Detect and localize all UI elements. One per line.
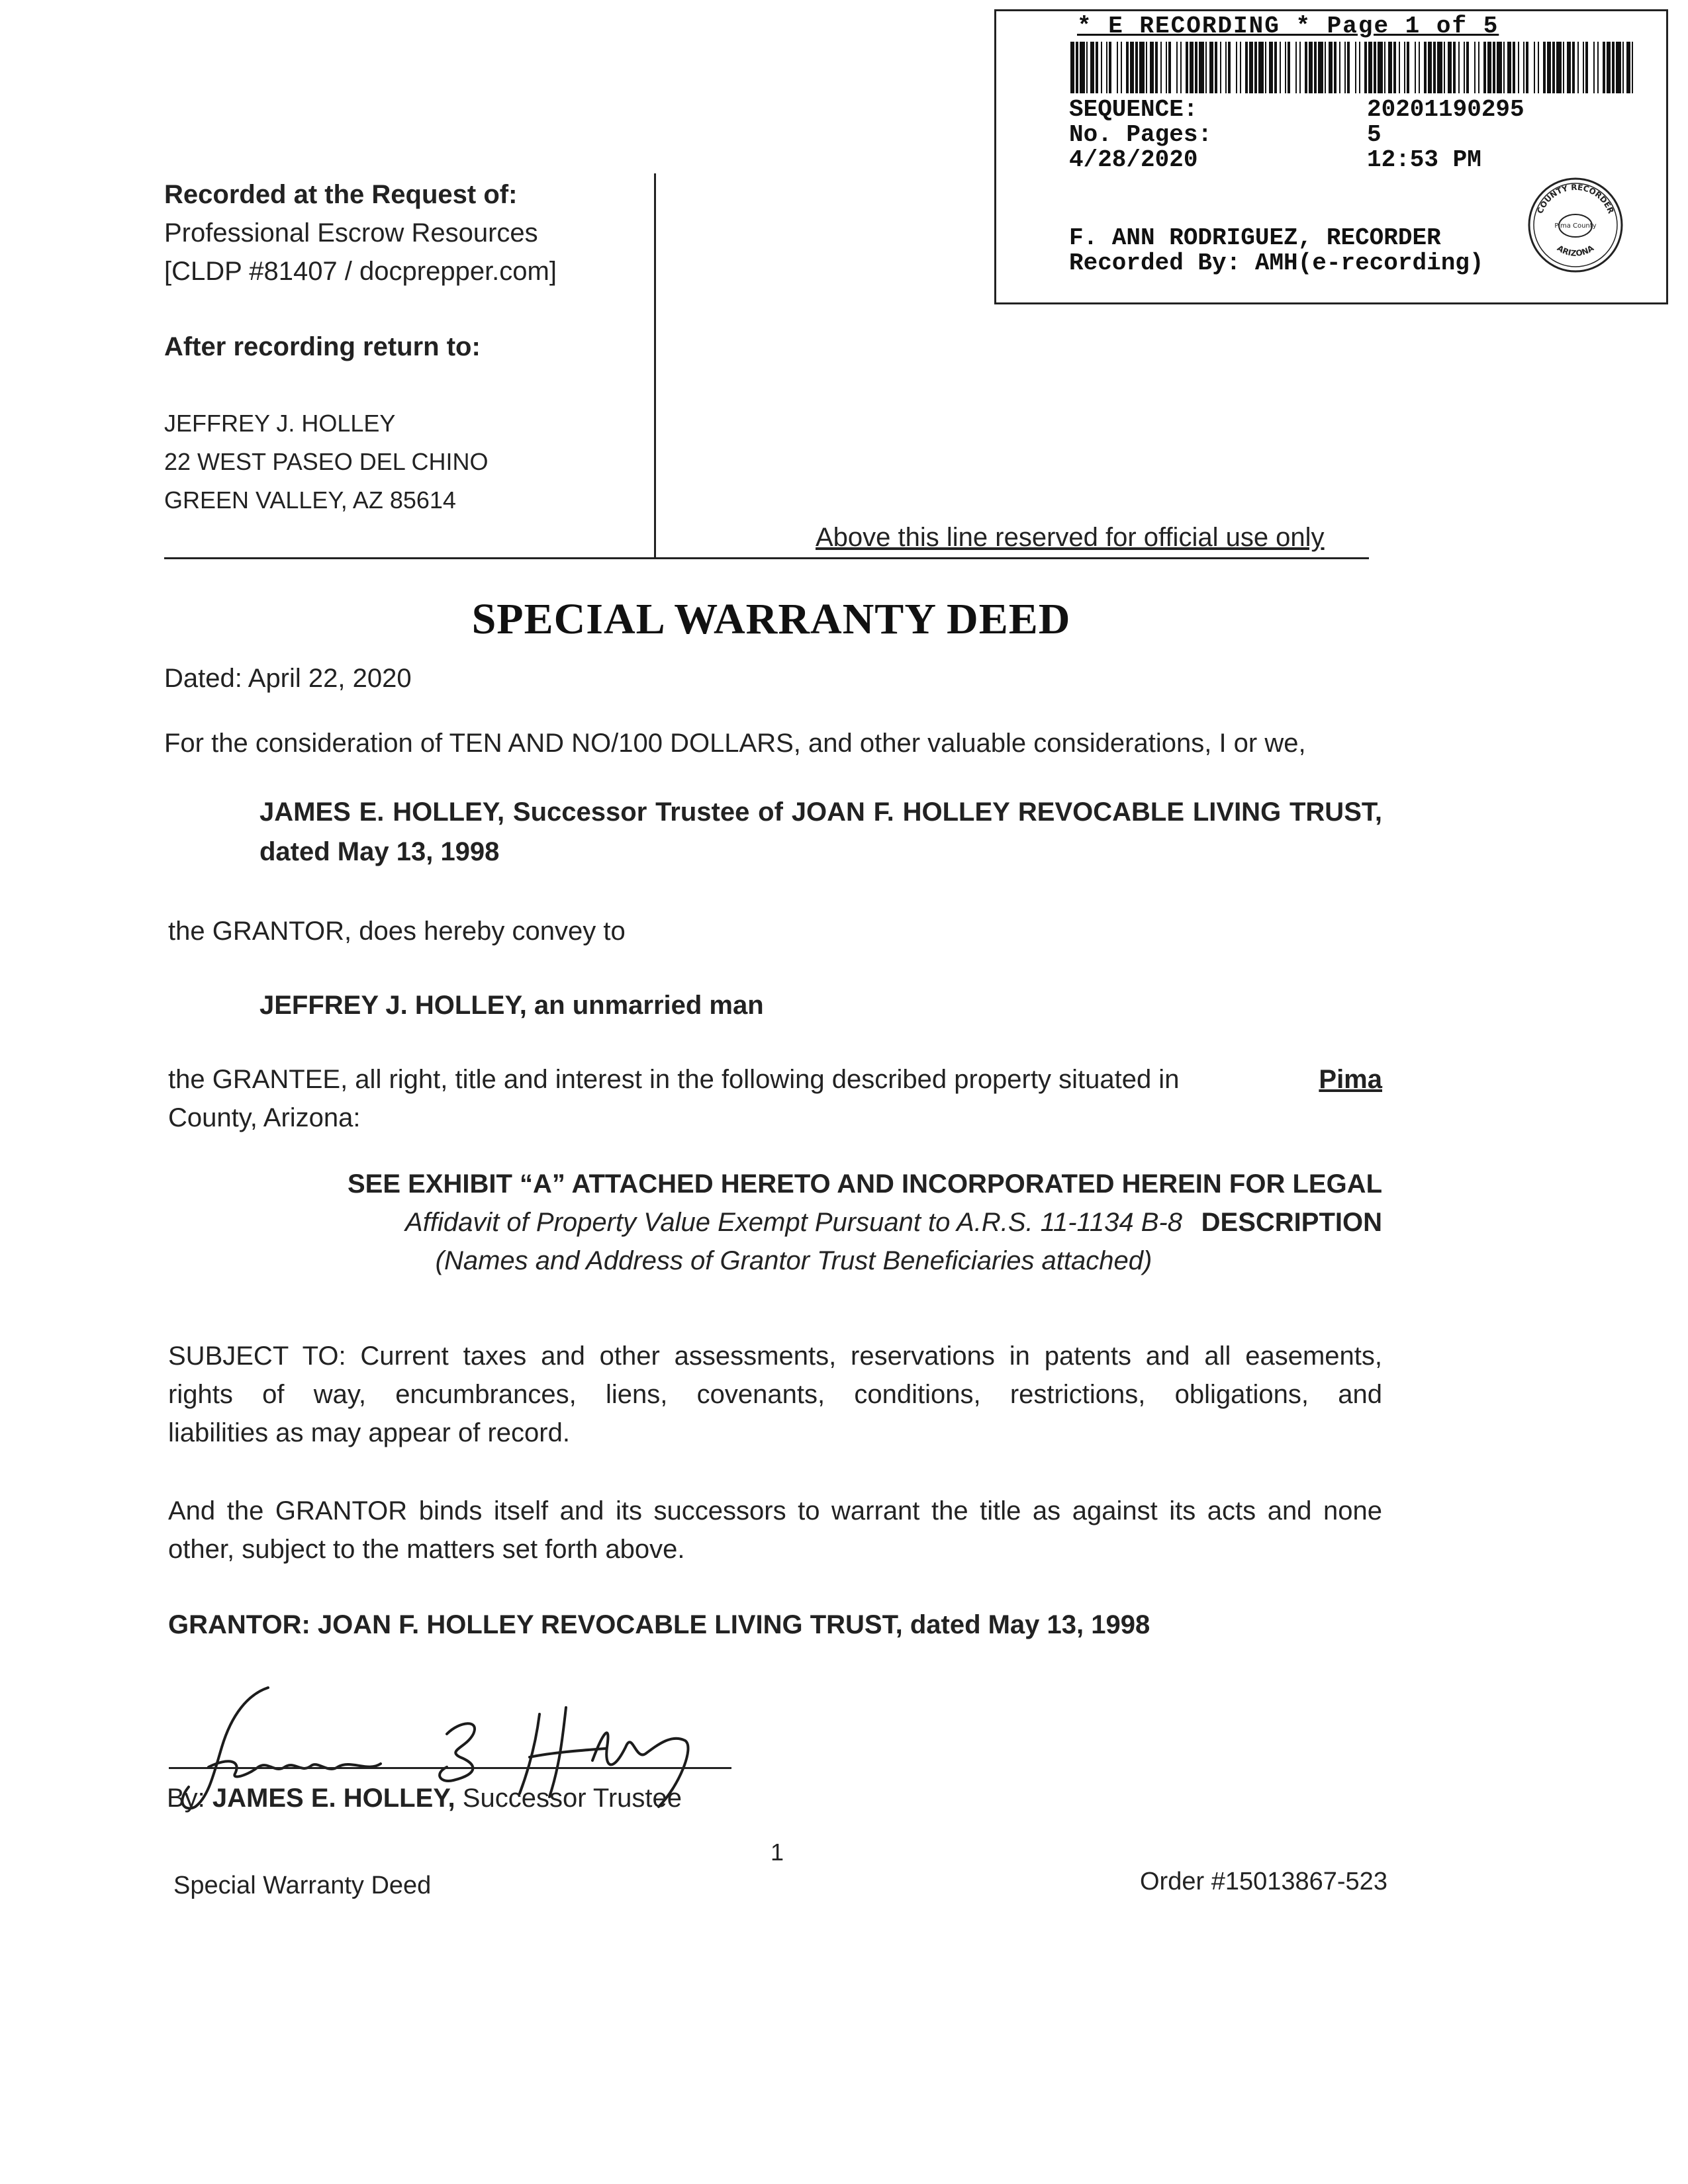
consideration-text: For the consideration of TEN AND NO/100 DOLLARS, and other valuable considerations, I or we, [164,729,1306,758]
footer-order-number: Order #15013867-523 [1140,1868,1387,1895]
signer-line [167,1779,682,1817]
signature-line [169,1767,731,1769]
recording-time: 12:53 PM [1367,146,1481,173]
affidavit-note: Affidavit of Property Value Exempt Pursuant to A.R.S. 11-1134 B-8 [405,1208,1182,1237]
subject-to-line-3: liabilities as may appear of record. [168,1418,570,1447]
grantee-name: JEFFREY J. HOLLEY, an unmarried man [259,991,764,1020]
official-use-line [164,557,1369,559]
recorder-name: F. ANN RODRIGUEZ, RECORDER [1069,224,1441,251]
reserved-note: Above this line reserved for official use only [816,523,1325,552]
subject-to-line-1: SUBJECT TO: Current taxes and other assessments, reservations in patents and all easements, [168,1342,1382,1371]
barcode [1070,42,1633,93]
grantor-line-1: JAMES E. HOLLEY, Successor Trustee of JOAN F. HOLLEY REVOCABLE LIVING TRUST, [259,797,1382,827]
by-prefix: By: [167,1784,212,1813]
footer-document-name: Special Warranty Deed [173,1872,432,1899]
signer-title: Successor Trustee [455,1784,682,1813]
page-number: 1 [771,1839,784,1866]
recorded-request-label: Recorded at the Request of: [164,180,518,209]
convey-text: the GRANTOR, does hereby convey to [168,917,626,946]
beneficiaries-note: (Names and Address of Grantor Trust Beneficiaries attached) [435,1246,1152,1275]
sequence-value: 20201190295 [1367,96,1524,123]
return-name: JEFFREY J. HOLLEY [164,410,396,437]
requester-name: Professional Escrow Resources [164,218,538,248]
county-seal-icon [1526,175,1625,275]
return-city: GREEN VALLEY, AZ 85614 [164,486,456,514]
subject-to-line-2: rights of way, encumbrances, liens, covenants, conditions, restrictions, obligations, and [168,1380,1382,1409]
recorded-by: Recorded By: AMH(e-recording) [1069,250,1484,277]
pages-label: No. Pages: [1069,121,1213,148]
requester-ref: [CLDP #81407 / docprepper.com] [164,257,557,286]
header-divider [654,173,656,557]
seal-text-center: Pima County [1554,222,1597,230]
grantor-line-2: dated May 13, 1998 [259,837,500,866]
seal-text-bottom: ARIZONA [1555,243,1596,258]
stamp-header: * E RECORDING * Page 1 of 5 [1077,13,1499,40]
warranty-line-2: other, subject to the matters set forth above. [168,1535,685,1564]
warranty-line-1: And the GRANTOR binds itself and its successors to warrant the title as against its acts and none [168,1496,1382,1525]
return-label: After recording return to: [164,332,481,361]
pages-value: 5 [1367,121,1382,148]
signer-name: JAMES E. HOLLEY, [212,1784,455,1813]
seal-text-top: COUNTY RECORDER [1535,182,1616,215]
county-name: Pima [1319,1065,1382,1094]
sequence-label: SEQUENCE: [1069,96,1198,123]
grantee-paragraph-line-2: County, Arizona: [168,1103,361,1132]
page-title: SPECIAL WARRANTY DEED [471,595,1071,643]
grantee-paragraph-line-1 [168,1060,1382,1099]
recording-stamp [994,9,1668,304]
exhibit-reference: SEE EXHIBIT “A” ATTACHED HERETO AND INCORPORATED HEREIN FOR LEGAL DESCRIPTION [347,1169,1382,1237]
grantee-text: the GRANTEE, all right, title and interest in the following described property situated in [168,1065,1180,1094]
svg-text:ARIZONA [1556,243,1596,258]
recording-date: 4/28/2020 [1069,146,1198,173]
dated-line: Dated: April 22, 2020 [164,664,412,693]
return-street: 22 WEST PASEO DEL CHINO [164,448,489,475]
grantor-signature-heading: GRANTOR: JOAN F. HOLLEY REVOCABLE LIVING TRUST, dated May 13, 1998 [168,1610,1150,1639]
